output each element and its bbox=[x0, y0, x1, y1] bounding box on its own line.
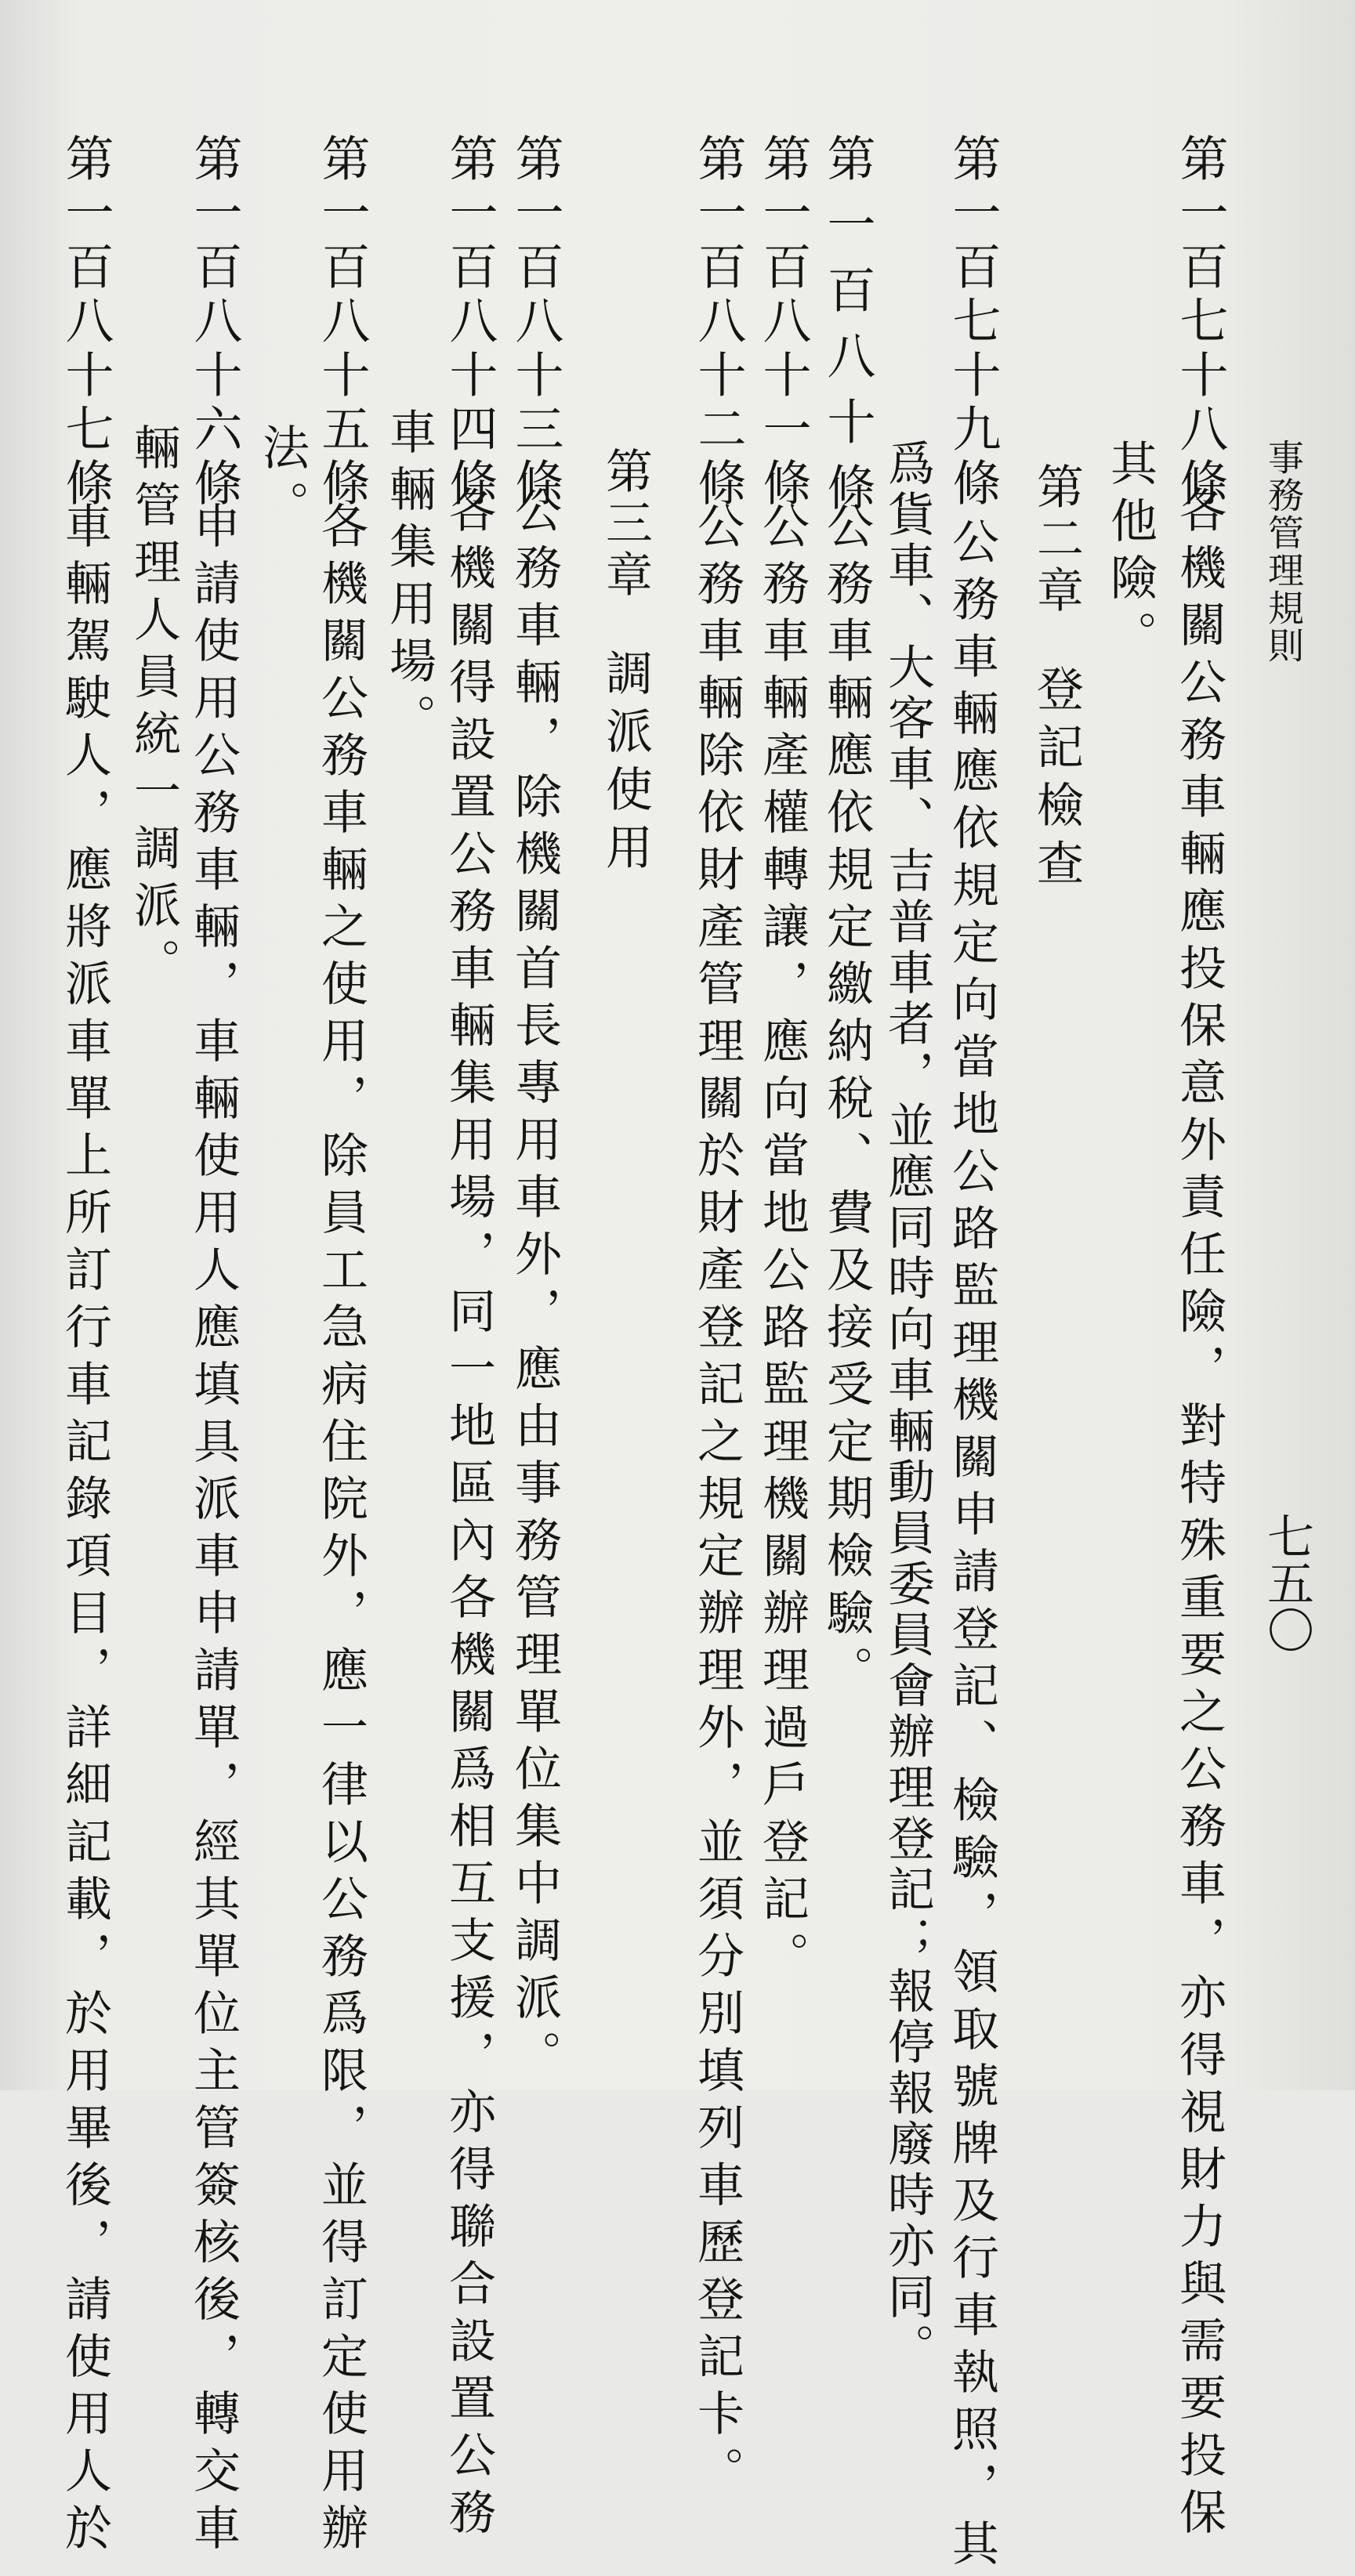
article-text-continued: 輛管理人員統一調派。 bbox=[126, 423, 181, 995]
article-label: 第一百八十六條 bbox=[186, 133, 243, 512]
article-text: 各機關公務車輛應投保意外責任險，對特殊重要之公務車，亦得視財力與需要投保 bbox=[1172, 486, 1226, 2545]
article-text-continued: 爲貨車、大客車、吉普車者，並應同時向車輛動員委員會辦理登記；報停報廢時亦同。 bbox=[880, 439, 935, 2374]
article-text: 公務車輛應依規定向當地公路監理機關申請登記、檢驗，領取號牌及行車執照，其 bbox=[944, 517, 999, 2576]
article-text-continued: 其他險。 bbox=[1103, 439, 1158, 668]
article-text: 各機關得設置公務車輛集用場，同一地區內各機關爲相互支援，亦得聯合設置公務 bbox=[441, 486, 496, 2545]
book-title-header: 事務管理規則 bbox=[1263, 439, 1305, 664]
article-text: 車輛駕駛人，應將派車單上所訂行車記錄項目，詳細記載，於用畢後，請使用人於 bbox=[57, 501, 112, 2560]
article-text: 申請使用公務車輛，車輛使用人應填具派車申請單，經其單位主管簽核後，轉交車 bbox=[186, 501, 241, 2560]
article-label: 第一百七十八條 bbox=[1172, 133, 1229, 512]
page-number: 七五〇 bbox=[1259, 1512, 1314, 1653]
article-text: 公務車輛，除機關首長專用車外，應由事務管理單位集中調派。 bbox=[507, 486, 562, 2087]
article-label: 第一百八十四條 bbox=[441, 133, 498, 512]
article-text: 各機關公務車輛之使用，除員工急病住院外，應一律以公務爲限，並得訂定使用辦 bbox=[313, 501, 368, 2560]
article-text-continued: 法。 bbox=[255, 423, 310, 537]
article-text: 公務車輛產權轉讓，應向當地公路監理機關辦理過戶登記。 bbox=[755, 501, 810, 1988]
article-label: 第一百八十一條 bbox=[755, 133, 812, 512]
chapter-number: 第三章 bbox=[598, 447, 653, 602]
article-label: 第一百八十三條 bbox=[507, 133, 564, 512]
chapter-title: 登記檢查 bbox=[1029, 664, 1084, 896]
article-label: 第一百八十五條 bbox=[313, 133, 371, 512]
article-text: 公務車輛應依規定繳納稅、費及接受定期檢驗。 bbox=[819, 501, 874, 1702]
chapter-heading bbox=[1029, 462, 1084, 896]
chapter-number: 第二章 bbox=[1029, 462, 1084, 617]
chapter-title: 調派使用 bbox=[598, 649, 653, 881]
chapter-heading bbox=[598, 447, 653, 881]
article-label: 第一百八十二條 bbox=[690, 133, 747, 512]
article-label: 第一百八十七條 bbox=[57, 133, 114, 512]
article-text: 公務車輛除依財產管理關於財產登記之規定辦理外，並須分別填列車歷登記卡。 bbox=[690, 501, 745, 2503]
article-text-continued: 車輛集用場。 bbox=[382, 407, 437, 751]
article-label: 第一百八十條 bbox=[819, 133, 876, 528]
article-label: 第一百七十九條 bbox=[944, 133, 1002, 512]
